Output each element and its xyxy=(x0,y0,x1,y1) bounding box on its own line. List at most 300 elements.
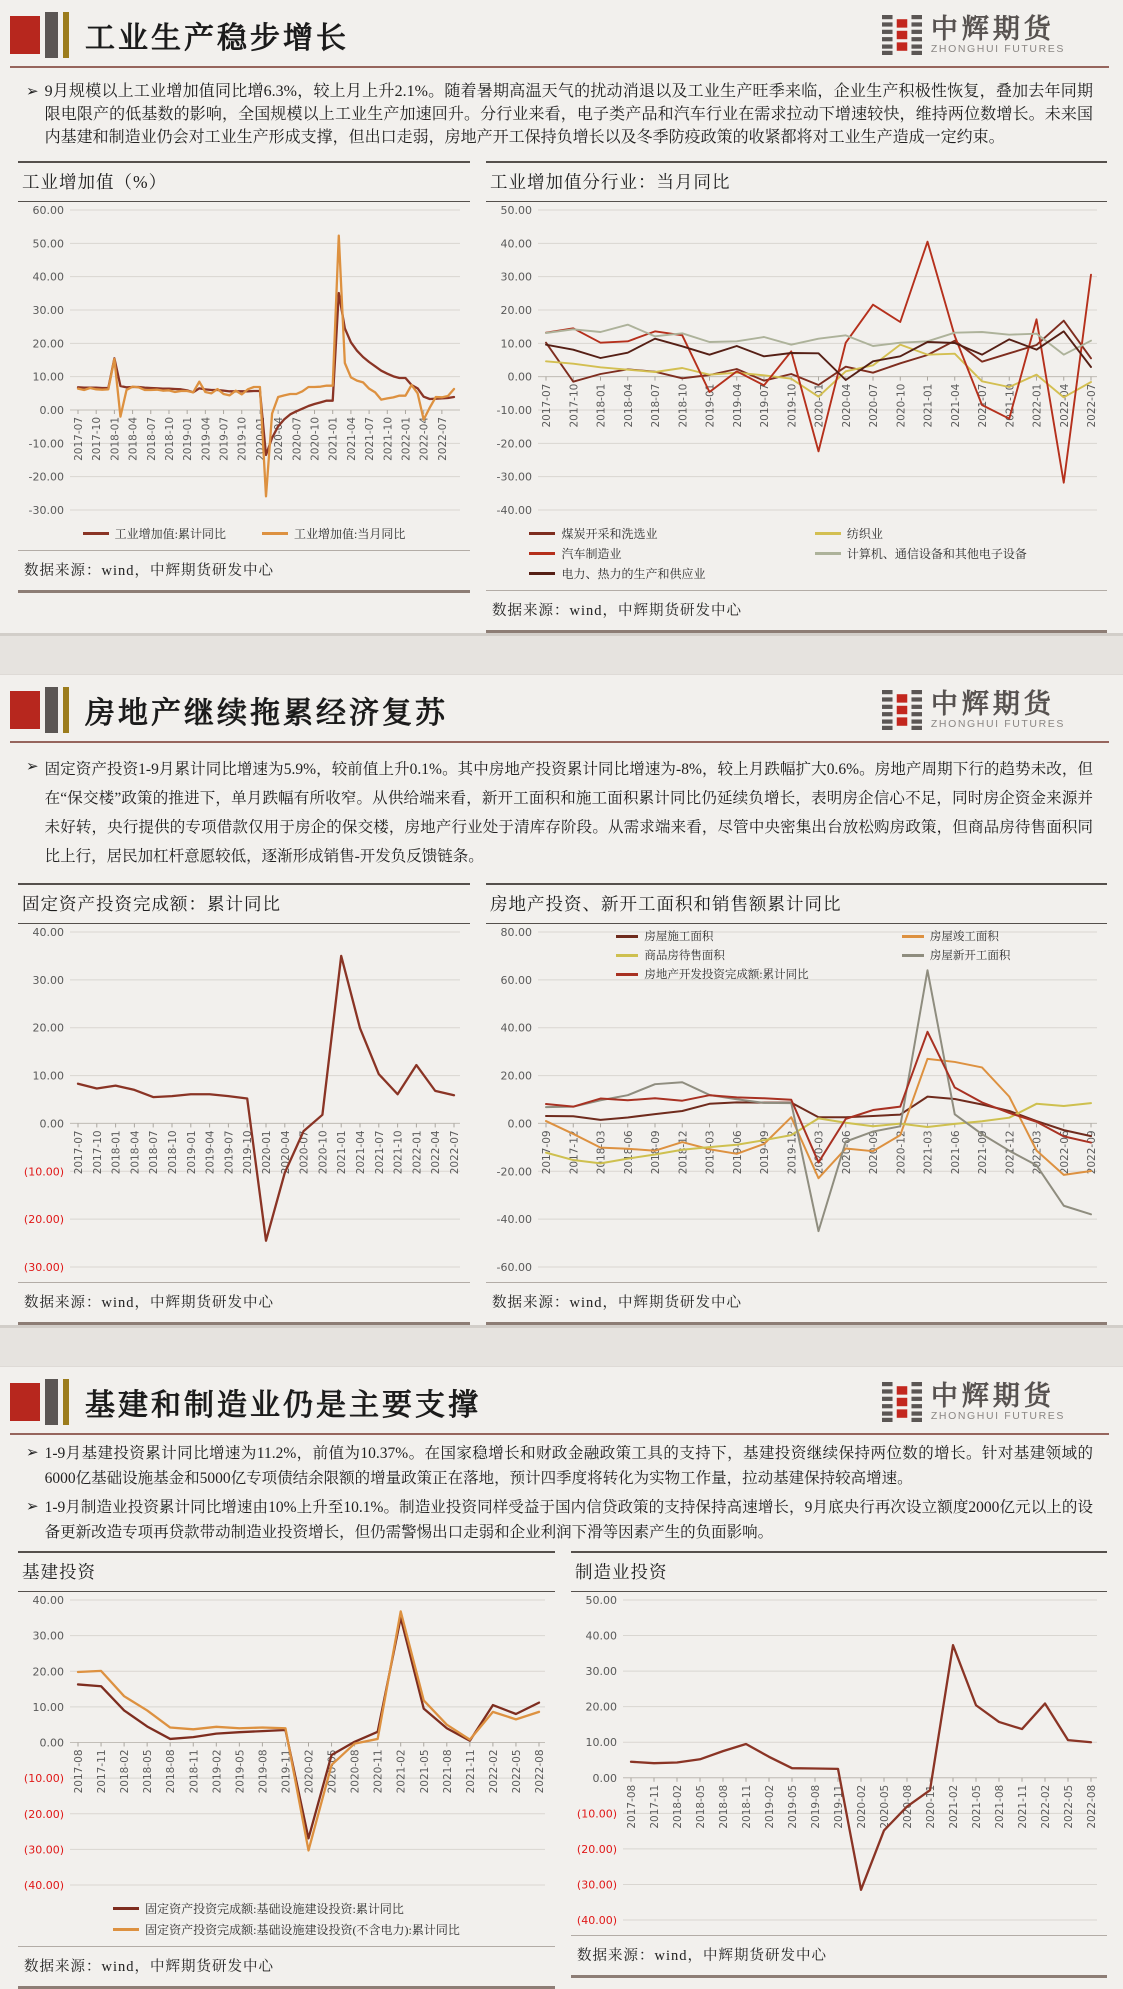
summary-paragraph xyxy=(10,1439,1109,1493)
section-title: 房地产继续拖累经济复苏 xyxy=(85,697,448,730)
svg-text:2020-10: 2020-10 xyxy=(309,417,322,461)
svg-text:2018-10: 2018-10 xyxy=(163,417,176,461)
svg-text:2022-04: 2022-04 xyxy=(418,417,431,461)
svg-text:2017-07: 2017-07 xyxy=(73,417,85,461)
svg-text:2019-02: 2019-02 xyxy=(764,1784,776,1829)
data-source: 数据来源：wind，中辉期货研发中心 xyxy=(18,550,470,593)
svg-text:2022-07: 2022-07 xyxy=(1086,383,1098,428)
svg-text:-30.00: -30.00 xyxy=(496,470,532,484)
svg-text:2021-03: 2021-03 xyxy=(922,1130,935,1175)
svg-text:2019-01: 2019-01 xyxy=(182,417,195,461)
svg-text:2021-07: 2021-07 xyxy=(373,1130,386,1175)
svg-text:30.00: 30.00 xyxy=(32,1629,64,1643)
chart-plot xyxy=(486,202,1107,523)
svg-text:80.00: 80.00 xyxy=(500,926,532,939)
svg-text:2018-04: 2018-04 xyxy=(127,417,140,461)
chart-legend xyxy=(616,928,1123,982)
logo-text xyxy=(931,15,1065,54)
svg-text:2022-02: 2022-02 xyxy=(487,1749,500,1794)
legend-item xyxy=(616,966,889,982)
svg-text:2018-06: 2018-06 xyxy=(622,1130,635,1175)
svg-text:2018-07: 2018-07 xyxy=(148,1130,161,1175)
svg-text:30.00: 30.00 xyxy=(32,973,64,987)
legend-line-marker xyxy=(902,954,924,957)
section-header xyxy=(10,4,1109,64)
summary-paragraph xyxy=(10,72,1109,157)
svg-text:10.00: 10.00 xyxy=(32,1700,64,1714)
svg-text:30.00: 30.00 xyxy=(585,1665,617,1679)
line-chart xyxy=(18,924,470,1275)
brand-logo xyxy=(882,1382,1105,1422)
marker-gray-bar xyxy=(45,687,58,733)
svg-text:2020-11: 2020-11 xyxy=(372,1749,385,1794)
svg-text:20.00: 20.00 xyxy=(500,304,532,317)
svg-text:2017-09: 2017-09 xyxy=(541,1130,553,1175)
svg-text:0.00: 0.00 xyxy=(592,1771,617,1785)
svg-text:-20.00: -20.00 xyxy=(496,437,532,451)
svg-text:2018-08: 2018-08 xyxy=(165,1749,178,1794)
svg-text:0.00: 0.00 xyxy=(507,370,532,384)
zhonghui-logo-icon xyxy=(882,1382,922,1422)
svg-text:20.00: 20.00 xyxy=(500,1069,532,1083)
chart-title: 工业增加值分行业：当月同比 xyxy=(486,161,1107,202)
svg-text:(10.00): (10.00) xyxy=(23,1772,64,1786)
header-rule xyxy=(10,741,1109,743)
svg-text:2020-05: 2020-05 xyxy=(326,1749,339,1794)
svg-text:2021-12: 2021-12 xyxy=(1004,1130,1017,1175)
legend-label: 房屋施工面积 xyxy=(644,931,714,943)
svg-text:2021-08: 2021-08 xyxy=(441,1749,454,1794)
chart-row xyxy=(10,157,1109,633)
svg-text:2020-01: 2020-01 xyxy=(254,417,267,461)
chart-plot xyxy=(18,1592,555,1898)
data-source: 数据来源：wind，中辉期货研发中心 xyxy=(486,1282,1107,1325)
logo-subtitle: ZHONGHUI FUTURES xyxy=(930,42,1065,55)
data-source: 数据来源：wind，中辉期货研发中心 xyxy=(571,1935,1107,1978)
legend-label: 电力、热力的生产和供应业 xyxy=(561,567,706,581)
svg-text:2021-07: 2021-07 xyxy=(364,417,377,461)
chart-manufacturing-investment xyxy=(571,1551,1107,1989)
svg-text:2020-04: 2020-04 xyxy=(840,383,853,428)
bullet-icon: ➢ xyxy=(26,1499,39,1515)
legend-line-marker xyxy=(113,1907,139,1910)
line-chart xyxy=(571,1592,1107,1928)
paragraph-text: 1-9月基建投资累计同比增速为11.2%，前值为10.37%。在国家稳增长和财政金融政策工具的支持下，基建投资继续保持两位数的增长。针对基建领域的6000亿基础设施基金和5000亿专项债结余限额的增量政策正在落地，预计四季度将转化为实物工作量，拉动基建保持较高增速。 xyxy=(44,1445,1093,1487)
svg-text:2019-08: 2019-08 xyxy=(257,1749,270,1794)
legend-item xyxy=(902,947,1123,963)
svg-text:2022-05: 2022-05 xyxy=(510,1749,523,1794)
svg-text:2022-06: 2022-06 xyxy=(1058,1130,1071,1175)
zhonghui-logo-icon xyxy=(882,690,922,730)
svg-text:60.00: 60.00 xyxy=(32,204,64,217)
paragraph-text: 9月规模以上工业增加值同比增6.3%，较上月上升2.1%。随着暑期高温天气的扰动消退以及工业生产旺季来临，企业生产积极性恢复，叠加去年同期限电限产的低基数的影响，全国规模以上工业生产加速回升。分行业来看，电子类产品和汽车行业在需求拉动下增速较快，维持两位数增长。未来国内基建和制造业仍会对工业生产形成支撑，但出口走弱，房地产开工保持负增长以及冬季防疫政策的收紧都将对工业生产造成一定约束。 xyxy=(44,83,1093,146)
svg-text:2020-10: 2020-10 xyxy=(895,383,908,428)
svg-text:2021-04: 2021-04 xyxy=(355,1130,367,1175)
legend-line-marker xyxy=(616,973,638,976)
svg-text:0.00: 0.00 xyxy=(39,1117,64,1131)
chart-plot xyxy=(18,202,470,523)
legend-item xyxy=(616,947,889,963)
svg-text:2018-08: 2018-08 xyxy=(718,1784,730,1829)
svg-text:2021-04: 2021-04 xyxy=(949,383,962,428)
svg-text:2017-12: 2017-12 xyxy=(568,1130,581,1175)
svg-text:20.00: 20.00 xyxy=(585,1700,617,1714)
svg-text:60.00: 60.00 xyxy=(500,973,532,987)
svg-text:2019-10: 2019-10 xyxy=(242,1130,255,1175)
svg-text:2018-11: 2018-11 xyxy=(188,1749,201,1794)
section-marker xyxy=(10,687,69,733)
legend-line-marker xyxy=(529,532,555,535)
svg-text:2017-08: 2017-08 xyxy=(73,1749,85,1794)
svg-text:2020-01: 2020-01 xyxy=(261,1130,273,1175)
section-infrastructure-manufacturing xyxy=(0,1367,1123,1989)
paragraph-text: 1-9月制造业投资累计同比增速由10%上升至10.1%。制造业投资同样受益于国内信贷政策的支持保持高速增长，9月底央行再次设立额度2000亿元以上的设备更新改造专项再贷款带动制造业投资增长，但仍需警惕出口走弱和企业利润下滑等因素产生的负面影响。 xyxy=(44,1499,1093,1541)
logo-text xyxy=(931,1382,1065,1421)
svg-text:2022-04: 2022-04 xyxy=(1058,383,1071,428)
svg-text:2019-06: 2019-06 xyxy=(731,1130,744,1175)
svg-text:2021-02: 2021-02 xyxy=(395,1749,408,1794)
legend-label: 房地产开发投资完成额:累计同比 xyxy=(644,969,809,981)
marker-gold-bar xyxy=(63,1379,69,1425)
chart-industrial-added-value xyxy=(18,161,470,633)
chart-title: 房地产投资、新开工面积和销售额累计同比 xyxy=(486,883,1107,924)
svg-text:2021-04: 2021-04 xyxy=(345,417,358,461)
svg-text:2018-04: 2018-04 xyxy=(622,383,635,428)
svg-text:40.00: 40.00 xyxy=(500,237,532,251)
svg-text:0.00: 0.00 xyxy=(507,1117,532,1131)
svg-text:2019-05: 2019-05 xyxy=(234,1749,247,1794)
svg-text:2018-01: 2018-01 xyxy=(110,1130,123,1175)
svg-text:20.00: 20.00 xyxy=(32,337,64,351)
svg-text:2019-01: 2019-01 xyxy=(704,383,717,428)
chart-plot xyxy=(18,924,470,1280)
legend-line-marker xyxy=(815,532,841,535)
svg-text:2020-06: 2020-06 xyxy=(840,1130,853,1175)
svg-text:2018-03: 2018-03 xyxy=(595,1130,608,1175)
data-source: 数据来源：wind，中辉期货研发中心 xyxy=(18,1946,555,1989)
svg-text:2021-05: 2021-05 xyxy=(418,1749,431,1794)
svg-text:40.00: 40.00 xyxy=(32,1594,64,1607)
svg-text:2022-09: 2022-09 xyxy=(1086,1130,1098,1175)
svg-text:-30.00: -30.00 xyxy=(28,504,64,517)
legend-item xyxy=(262,525,405,542)
svg-text:2019-11: 2019-11 xyxy=(280,1749,293,1794)
zhonghui-logo-icon xyxy=(882,15,922,55)
chart-real-estate-investment xyxy=(486,883,1107,1325)
legend-item xyxy=(529,545,802,562)
legend-item xyxy=(815,545,1064,562)
svg-text:-10.00: -10.00 xyxy=(28,437,64,451)
svg-text:2018-04: 2018-04 xyxy=(129,1130,142,1175)
bullet-icon: ➢ xyxy=(26,1445,39,1461)
svg-text:2020-07: 2020-07 xyxy=(291,417,304,461)
legend-item xyxy=(529,565,802,582)
svg-text:2019-09: 2019-09 xyxy=(759,1130,771,1175)
svg-text:10.00: 10.00 xyxy=(500,337,532,351)
svg-text:2018-02: 2018-02 xyxy=(119,1749,132,1794)
svg-text:20.00: 20.00 xyxy=(32,1021,64,1035)
svg-text:2019-12: 2019-12 xyxy=(786,1130,799,1175)
svg-text:2021-08: 2021-08 xyxy=(994,1784,1006,1829)
svg-text:2019-01: 2019-01 xyxy=(185,1130,198,1175)
svg-text:2019-08: 2019-08 xyxy=(810,1784,822,1829)
marker-red-block xyxy=(10,1383,40,1421)
svg-text:40.00: 40.00 xyxy=(32,270,64,284)
svg-text:2019-07: 2019-07 xyxy=(218,417,231,461)
svg-text:2021-01: 2021-01 xyxy=(922,383,935,428)
legend-label: 工业增加值:当月同比 xyxy=(294,527,406,541)
section-divider xyxy=(0,633,1123,675)
marker-gold-bar xyxy=(63,687,69,733)
svg-text:2019-05: 2019-05 xyxy=(787,1784,799,1829)
svg-text:40.00: 40.00 xyxy=(500,1021,532,1035)
legend-label: 房屋竣工面积 xyxy=(929,931,999,943)
svg-text:2019-03: 2019-03 xyxy=(704,1130,717,1175)
svg-text:20.00: 20.00 xyxy=(32,1665,64,1679)
svg-text:2018-12: 2018-12 xyxy=(677,1130,690,1175)
svg-text:(40.00): (40.00) xyxy=(576,1914,617,1927)
svg-text:-20.00: -20.00 xyxy=(496,1165,532,1179)
chart-plot xyxy=(486,924,1107,1280)
legend-line-marker xyxy=(902,935,924,938)
data-source: 数据来源：wind，中辉期货研发中心 xyxy=(18,1282,470,1325)
svg-text:2021-09: 2021-09 xyxy=(977,1130,989,1175)
svg-text:10.00: 10.00 xyxy=(32,370,64,384)
svg-text:2021-10: 2021-10 xyxy=(392,1130,405,1175)
svg-text:2021-01: 2021-01 xyxy=(327,417,340,461)
svg-text:(30.00): (30.00) xyxy=(23,1843,64,1857)
svg-text:2020-02: 2020-02 xyxy=(856,1784,868,1829)
svg-text:2021-01: 2021-01 xyxy=(336,1130,349,1175)
svg-text:(10.00): (10.00) xyxy=(23,1165,64,1179)
chart-legend xyxy=(113,1898,460,1944)
svg-text:0.00: 0.00 xyxy=(39,404,64,417)
legend-item xyxy=(902,928,1123,944)
svg-text:-20.00: -20.00 xyxy=(28,470,64,484)
logo-name: 中辉期货 xyxy=(930,14,1055,45)
svg-text:50.00: 50.00 xyxy=(500,204,532,217)
svg-text:2021-02: 2021-02 xyxy=(948,1784,960,1829)
svg-text:(20.00): (20.00) xyxy=(23,1807,64,1821)
legend-label: 固定资产投资完成额:基础设施建设投资:累计同比 xyxy=(145,1902,404,1916)
legend-line-marker xyxy=(815,552,841,555)
svg-text:2019-04: 2019-04 xyxy=(731,383,744,428)
legend-item xyxy=(815,525,1064,542)
svg-text:2020-01: 2020-01 xyxy=(813,383,826,428)
chart-infrastructure-investment xyxy=(18,1551,555,1989)
svg-text:2017-11: 2017-11 xyxy=(96,1749,109,1794)
svg-text:2020-08: 2020-08 xyxy=(902,1784,914,1829)
svg-text:30.00: 30.00 xyxy=(32,304,64,317)
svg-text:2022-04: 2022-04 xyxy=(430,1130,443,1175)
legend-line-marker xyxy=(616,954,638,957)
chart-title: 基建投资 xyxy=(18,1551,555,1592)
svg-text:2020-07: 2020-07 xyxy=(298,1130,311,1175)
paragraph-text: 固定资产投资1-9月累计同比增速为5.9%，较前值上升0.1%。其中房地产投资累计同比增速为-8%，较上月跌幅扩大0.6%。房地产周期下行的趋势未改，但在“保交楼”政策的推进下，单月跌幅有所收窄。从供给端来看，新开工面积和施工面积累计同比仍延续负增长，表明房企信心不足，同时房企资金来源并未好转，央行提供的专项借款仅用于房企的保交楼，房地产行业处于清库存阶段。从需求端来看，尽管中央密集出台放松购房政策，但商品房待售面积同比上行，居民加杠杆意愿较低，逐渐形成销售-开发负反馈链条。 xyxy=(44,761,1093,865)
svg-text:2019-10: 2019-10 xyxy=(236,417,249,461)
legend-label: 固定资产投资完成额:基础设施建设投资(不含电力):累计同比 xyxy=(145,1923,460,1937)
svg-text:30.00: 30.00 xyxy=(500,270,532,284)
bullet-icon: ➢ xyxy=(26,759,39,775)
legend-line-marker xyxy=(113,1928,139,1931)
legend-item xyxy=(83,525,226,542)
legend-line-marker xyxy=(83,532,109,535)
svg-text:2017-07: 2017-07 xyxy=(73,1130,85,1175)
data-source: 数据来源：wind，中辉期货研发中心 xyxy=(486,590,1107,633)
legend-label: 房屋新开工面积 xyxy=(929,950,1011,962)
section-title: 工业生产稳步增长 xyxy=(85,22,349,55)
svg-text:2019-02: 2019-02 xyxy=(211,1749,224,1794)
svg-text:2020-02: 2020-02 xyxy=(303,1749,316,1794)
section-marker xyxy=(10,12,69,58)
svg-text:2019-04: 2019-04 xyxy=(204,1130,217,1175)
legend-label: 商品房待售面积 xyxy=(644,950,725,962)
svg-text:2022-02: 2022-02 xyxy=(1040,1784,1052,1829)
svg-text:2020-07: 2020-07 xyxy=(868,383,880,428)
svg-text:2020-04: 2020-04 xyxy=(273,417,286,461)
legend-label: 工业增加值:累计同比 xyxy=(114,527,226,541)
svg-text:2022-08: 2022-08 xyxy=(1086,1784,1098,1829)
svg-text:(40.00): (40.00) xyxy=(23,1879,64,1892)
section-real-estate xyxy=(0,675,1123,1325)
svg-text:2018-10: 2018-10 xyxy=(677,383,690,428)
section-header xyxy=(10,679,1109,739)
marker-red-block xyxy=(10,16,40,54)
svg-text:2020-09: 2020-09 xyxy=(868,1130,880,1175)
svg-text:(10.00): (10.00) xyxy=(576,1807,617,1821)
svg-text:2021-07: 2021-07 xyxy=(977,383,989,428)
svg-text:2018-05: 2018-05 xyxy=(695,1784,707,1829)
svg-text:2019-07: 2019-07 xyxy=(759,383,771,428)
svg-text:2018-01: 2018-01 xyxy=(595,383,608,428)
chart-industry-by-sector xyxy=(486,161,1107,633)
svg-text:-40.00: -40.00 xyxy=(496,1213,532,1227)
logo-subtitle: ZHONGHUI FUTURES xyxy=(930,1409,1065,1422)
marker-gray-bar xyxy=(45,1379,58,1425)
svg-text:2019-10: 2019-10 xyxy=(786,383,799,428)
line-chart xyxy=(18,202,470,518)
summary-paragraph xyxy=(10,1493,1109,1547)
logo-name: 中辉期货 xyxy=(930,1381,1055,1412)
svg-text:2020-11: 2020-11 xyxy=(925,1784,937,1829)
legend-item xyxy=(113,1900,404,1917)
marker-gray-bar xyxy=(45,12,58,58)
svg-text:(30.00): (30.00) xyxy=(576,1878,617,1892)
svg-text:2017-10: 2017-10 xyxy=(91,1130,104,1175)
svg-text:2018-10: 2018-10 xyxy=(167,1130,179,1175)
svg-text:40.00: 40.00 xyxy=(585,1629,617,1643)
svg-text:2021-11: 2021-11 xyxy=(1017,1784,1029,1829)
chart-title: 固定资产投资完成额：累计同比 xyxy=(18,883,470,924)
svg-text:2021-10: 2021-10 xyxy=(1004,383,1017,428)
svg-text:(20.00): (20.00) xyxy=(576,1842,617,1856)
chart-title: 工业增加值（%） xyxy=(18,161,470,202)
svg-text:2017-08: 2017-08 xyxy=(626,1784,638,1829)
section-title: 基建和制造业仍是主要支撑 xyxy=(85,1389,481,1422)
svg-text:2020-08: 2020-08 xyxy=(349,1749,362,1794)
svg-text:2018-05: 2018-05 xyxy=(142,1749,155,1794)
svg-text:2017-10: 2017-10 xyxy=(91,417,104,461)
section-divider xyxy=(0,1325,1123,1367)
svg-text:-10.00: -10.00 xyxy=(496,404,532,417)
legend-line-marker xyxy=(616,935,638,938)
chart-legend xyxy=(529,523,1063,588)
svg-text:40.00: 40.00 xyxy=(32,926,64,939)
legend-label: 计算机、通信设备和其他电子设备 xyxy=(846,547,1027,561)
svg-text:(30.00): (30.00) xyxy=(23,1261,64,1274)
section-industrial-production xyxy=(0,0,1123,633)
svg-text:2017-11: 2017-11 xyxy=(649,1784,661,1829)
logo-subtitle: ZHONGHUI FUTURES xyxy=(930,717,1065,730)
svg-text:2022-03: 2022-03 xyxy=(1031,1130,1044,1175)
legend-label: 纺织业 xyxy=(846,527,883,541)
svg-text:2018-07: 2018-07 xyxy=(650,383,662,428)
svg-text:2022-07: 2022-07 xyxy=(436,417,449,461)
chart-legend xyxy=(18,523,470,548)
chart-fixed-asset-investment xyxy=(18,883,470,1325)
legend-line-marker xyxy=(529,572,555,575)
svg-text:2019-04: 2019-04 xyxy=(200,417,213,461)
svg-text:2020-12: 2020-12 xyxy=(895,1130,908,1175)
svg-text:2022-01: 2022-01 xyxy=(400,417,413,461)
chart-row xyxy=(10,879,1109,1325)
svg-text:2022-01: 2022-01 xyxy=(411,1130,424,1175)
svg-text:2021-10: 2021-10 xyxy=(382,417,395,461)
svg-text:2021-06: 2021-06 xyxy=(949,1130,962,1175)
svg-text:0.00: 0.00 xyxy=(39,1736,64,1750)
line-chart xyxy=(18,1592,555,1893)
svg-text:2022-01: 2022-01 xyxy=(1031,383,1044,428)
legend-label: 煤炭开采和洗选业 xyxy=(561,527,658,541)
svg-text:2019-07: 2019-07 xyxy=(223,1130,236,1175)
svg-text:50.00: 50.00 xyxy=(32,237,64,251)
svg-text:2020-03: 2020-03 xyxy=(813,1130,826,1175)
chart-plot xyxy=(571,1592,1107,1933)
svg-text:2018-09: 2018-09 xyxy=(650,1130,662,1175)
section-marker xyxy=(10,1379,69,1425)
svg-text:2018-11: 2018-11 xyxy=(741,1784,753,1829)
summary-paragraph xyxy=(10,747,1109,879)
legend-line-marker xyxy=(529,552,555,555)
svg-text:2018-01: 2018-01 xyxy=(109,417,122,461)
svg-text:2017-07: 2017-07 xyxy=(541,383,553,428)
marker-red-block xyxy=(10,691,40,729)
svg-text:2018-07: 2018-07 xyxy=(145,417,158,461)
svg-text:-60.00: -60.00 xyxy=(496,1261,532,1274)
logo-name: 中辉期货 xyxy=(930,689,1055,720)
header-rule xyxy=(10,1433,1109,1435)
svg-text:2020-05: 2020-05 xyxy=(879,1784,891,1829)
header-rule xyxy=(10,66,1109,68)
svg-text:2017-10: 2017-10 xyxy=(568,383,581,428)
brand-logo xyxy=(882,15,1105,55)
chart-title: 制造业投资 xyxy=(571,1551,1107,1592)
svg-text:2018-02: 2018-02 xyxy=(672,1784,684,1829)
svg-text:2020-04: 2020-04 xyxy=(279,1130,292,1175)
svg-text:2022-08: 2022-08 xyxy=(534,1749,546,1794)
svg-text:2020-10: 2020-10 xyxy=(317,1130,330,1175)
svg-text:10.00: 10.00 xyxy=(585,1736,617,1750)
svg-text:2022-07: 2022-07 xyxy=(449,1130,461,1175)
svg-text:-40.00: -40.00 xyxy=(496,504,532,517)
chart-row xyxy=(10,1547,1109,1989)
section-header xyxy=(10,1371,1109,1431)
legend-line-marker xyxy=(262,532,288,535)
svg-text:10.00: 10.00 xyxy=(32,1069,64,1083)
logo-text xyxy=(931,690,1065,729)
svg-text:(20.00): (20.00) xyxy=(23,1213,64,1227)
svg-text:2019-11: 2019-11 xyxy=(833,1784,845,1829)
